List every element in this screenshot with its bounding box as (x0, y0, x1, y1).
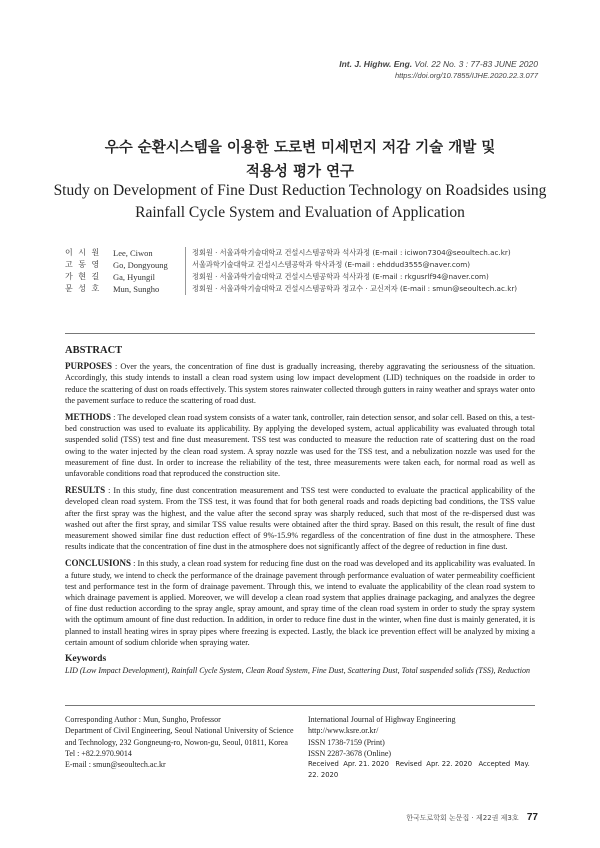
corresponding-email[interactable]: E-mail : smun@seoultech.ac.kr (65, 760, 166, 770)
author-affiliation: 서울과학기술대학교 건설시스템공학과 학사과정 (E-mail : ehddud3555@naver.com) (185, 259, 470, 271)
results-text: : In this study, fine dust concentration measurement and TSS test were conducted to evaluate the practical applicability of the developed clean road system. From the TSS test, it was found that for both general roads and roads depicting bad conditions, the TSS value after the first spray was the highest, and the value after the second spray was sharply reduced, such that most of the re-dispersed dust was washed out after the first spray, and similar TSS value results were obtained after the third spray. Based on this result, the result of fine dust measurement showed similar fine dust reduction effect of 9%-15.9% regardless of the concentration of fine dust in the atmosphere. These results indicate that the concentration of fine dust in the atmosphere does not significantly affect of the degree of reduction in fine dust. (65, 486, 535, 552)
results-label: RESULTS (65, 485, 106, 496)
author-name-ko: 가 현 길 (65, 272, 101, 281)
corresponding-author: Corresponding Author : Mun, Sungho, Professor (65, 715, 221, 724)
author-affiliation: 정회원 · 서울과학기술대학교 건설시스템공학과 정교수 · 교신저자 (E-mail : smun@seoultech.ac.kr) (185, 283, 517, 295)
conclusions-text: : In this study, a clean road system for reducing fine dust on the road was developed and its applicability was evaluated. In a future study, we intend to check the performance of the drainage pavement through performance evaluation of water permeability coefficient test and performance test in the form of drainage pavement. Through this, we intend to evaluate the applicability of the clean road system to which drainage pavement is applied. Moreover, we will develop a clean road system that applies drainage packaging, and analyzes the degree of fine dust reduction according to the spray angle, spray amount, and spray time of the clean road system in order to study the spray system with the optimum amount of fine dust reduction. In addition, in order to reduce fine dust in the winter, when fine dust is mainly generated, it is planned to install heating wires in spray pipes where freezing is expected. Lastly, the black ice prevention effect will be analyzed by mixing a certain amount of sodium chloride when spraying water. (65, 559, 535, 647)
results-paragraph (65, 485, 535, 552)
keywords-text: LID (Low Impact Development), Rainfall Cycle System, Clean Road System, Fine Dust, Scattering Dust, Total suspended solids (TSS), Reduction (65, 666, 530, 676)
revised-label: Revised (395, 760, 422, 769)
methods-paragraph (65, 412, 535, 479)
author-name-ko: 고 동 영 (65, 260, 101, 269)
author-name-en: Mun, Sungho (113, 284, 160, 294)
author-row (65, 271, 517, 283)
conclusions-paragraph (65, 558, 535, 648)
corresponding-author-info (65, 714, 302, 782)
abstract-top-rule (65, 333, 535, 334)
author-row (65, 259, 517, 271)
author-row (65, 283, 517, 295)
author-name-ko: 이 시 원 (65, 248, 101, 257)
journal-header (339, 58, 538, 81)
revised-date: Apr. 22. 2020 (426, 760, 473, 769)
author-affiliation: 정회원 · 서울과학기술대학교 건설시스템공학과 석사과정 (E-mail : rkgusrlf94@naver.com) (185, 271, 489, 283)
author-name-ko: 문 성 호 (65, 284, 101, 293)
conclusions-label: CONCLUSIONS (65, 558, 132, 569)
abstract-heading: ABSTRACT (65, 345, 123, 356)
journal-name: International Journal of Highway Engineering (307, 715, 456, 724)
korean-title-line-1: 우수 순환시스템을 이용한 도로변 미세먼지 저감 기술 개발 및 (104, 139, 496, 156)
english-title-line-2: Rainfall Cycle System and Evaluation of Application (135, 204, 465, 221)
korean-title-line-2: 적용성 평가 연구 (245, 163, 355, 180)
page-footer (406, 812, 538, 823)
journal-abbr: Int. J. Highw. Eng. (339, 59, 413, 69)
footer-top-rule (65, 705, 535, 706)
corresponding-tel: Tel : +82.2.970.9014 (65, 748, 132, 758)
english-title-line-1: Study on Development of Fine Dust Reduction Technology on Roadsides using (53, 182, 547, 199)
corresponding-address-1: Department of Civil Engineering, Seoul National University of Science (65, 726, 294, 736)
keywords-heading: Keywords (65, 654, 107, 665)
issn-online: ISSN 2287-3678 (Online) (307, 748, 392, 758)
author-name-en: Ga, Hyungil (113, 272, 156, 282)
journal-url[interactable]: http://www.ksre.or.kr/ (307, 726, 379, 736)
methods-text: : The developed clean road system consists of a water tank, controller, rain detection sensor, and solar cell. Based on this, a test-bed construction was used to evaluate its applicability. By applying the developed system, actual applicability was evaluated through total suspended solid (TSS) test and fine dust measurement. TSS test was conducted to measure the reduction rate of scattering dust on the road owing to the water injected by the clean road system. A spray nozzle was used for the TSS test, and a nebulization nozzle was used for the measurement of fine dust. In order to increase the reliability of the test, three measurements were taken each, for normal road as well as unfavorable conditions road that reproduced the construction site. (65, 413, 535, 479)
journal-name-ko: 한국도로학회 논문집 · 제22권 제3호 (406, 814, 519, 822)
issn-print: ISSN 1738-7159 (Print) (307, 737, 385, 747)
korean-title (60, 136, 540, 184)
article-footer (65, 714, 535, 782)
author-name-en: Go, Dongyoung (113, 260, 168, 270)
doi-link[interactable]: https://doi.org/10.7855/IJHE.2020.22.3.077 (394, 71, 538, 80)
author-row (65, 247, 517, 259)
received-date: Apr. 21. 2020 (343, 760, 389, 769)
corresponding-address-2: and Technology, 232 Gongneung-ro, Nowon-gu, Seoul, 01811, Korea (65, 737, 288, 747)
purposes-label: PURPOSES (65, 361, 113, 372)
accepted-date: May. 22. 2020 (307, 760, 530, 780)
purposes-paragraph (65, 361, 535, 406)
author-list (65, 247, 517, 295)
author-affiliation: 정회원 · 서울과학기술대학교 건설시스템공학과 석사과정 (E-mail : iciwon7304@seoultech.ac.kr) (185, 247, 511, 259)
journal-info (302, 714, 535, 782)
author-name-en: Lee, Ciwon (113, 248, 153, 258)
abstract-section (65, 345, 535, 676)
page-number: 77 (526, 812, 538, 823)
journal-volume: Vol. 22 No. 3 : 77-83 JUNE 2020 (414, 59, 538, 69)
received-label: Received (307, 760, 339, 769)
accepted-label: Accepted (478, 760, 511, 769)
english-title (50, 180, 550, 224)
purposes-text: : Over the years, the concentration of fine dust is gradually increasing, thereby aggravating the seriousness of the situation. Accordingly, this study intends to install a clean road system using low impact development (LID) techniques on the roadside in order to reduce the scattering of dust on roads effectively. This system stores rainwater collected through gutters in rainy weather and sprays water onto the pavement surface to reduce the scattering of road dust. (65, 362, 535, 405)
article-dates (308, 759, 535, 782)
methods-label: METHODS (65, 412, 112, 423)
